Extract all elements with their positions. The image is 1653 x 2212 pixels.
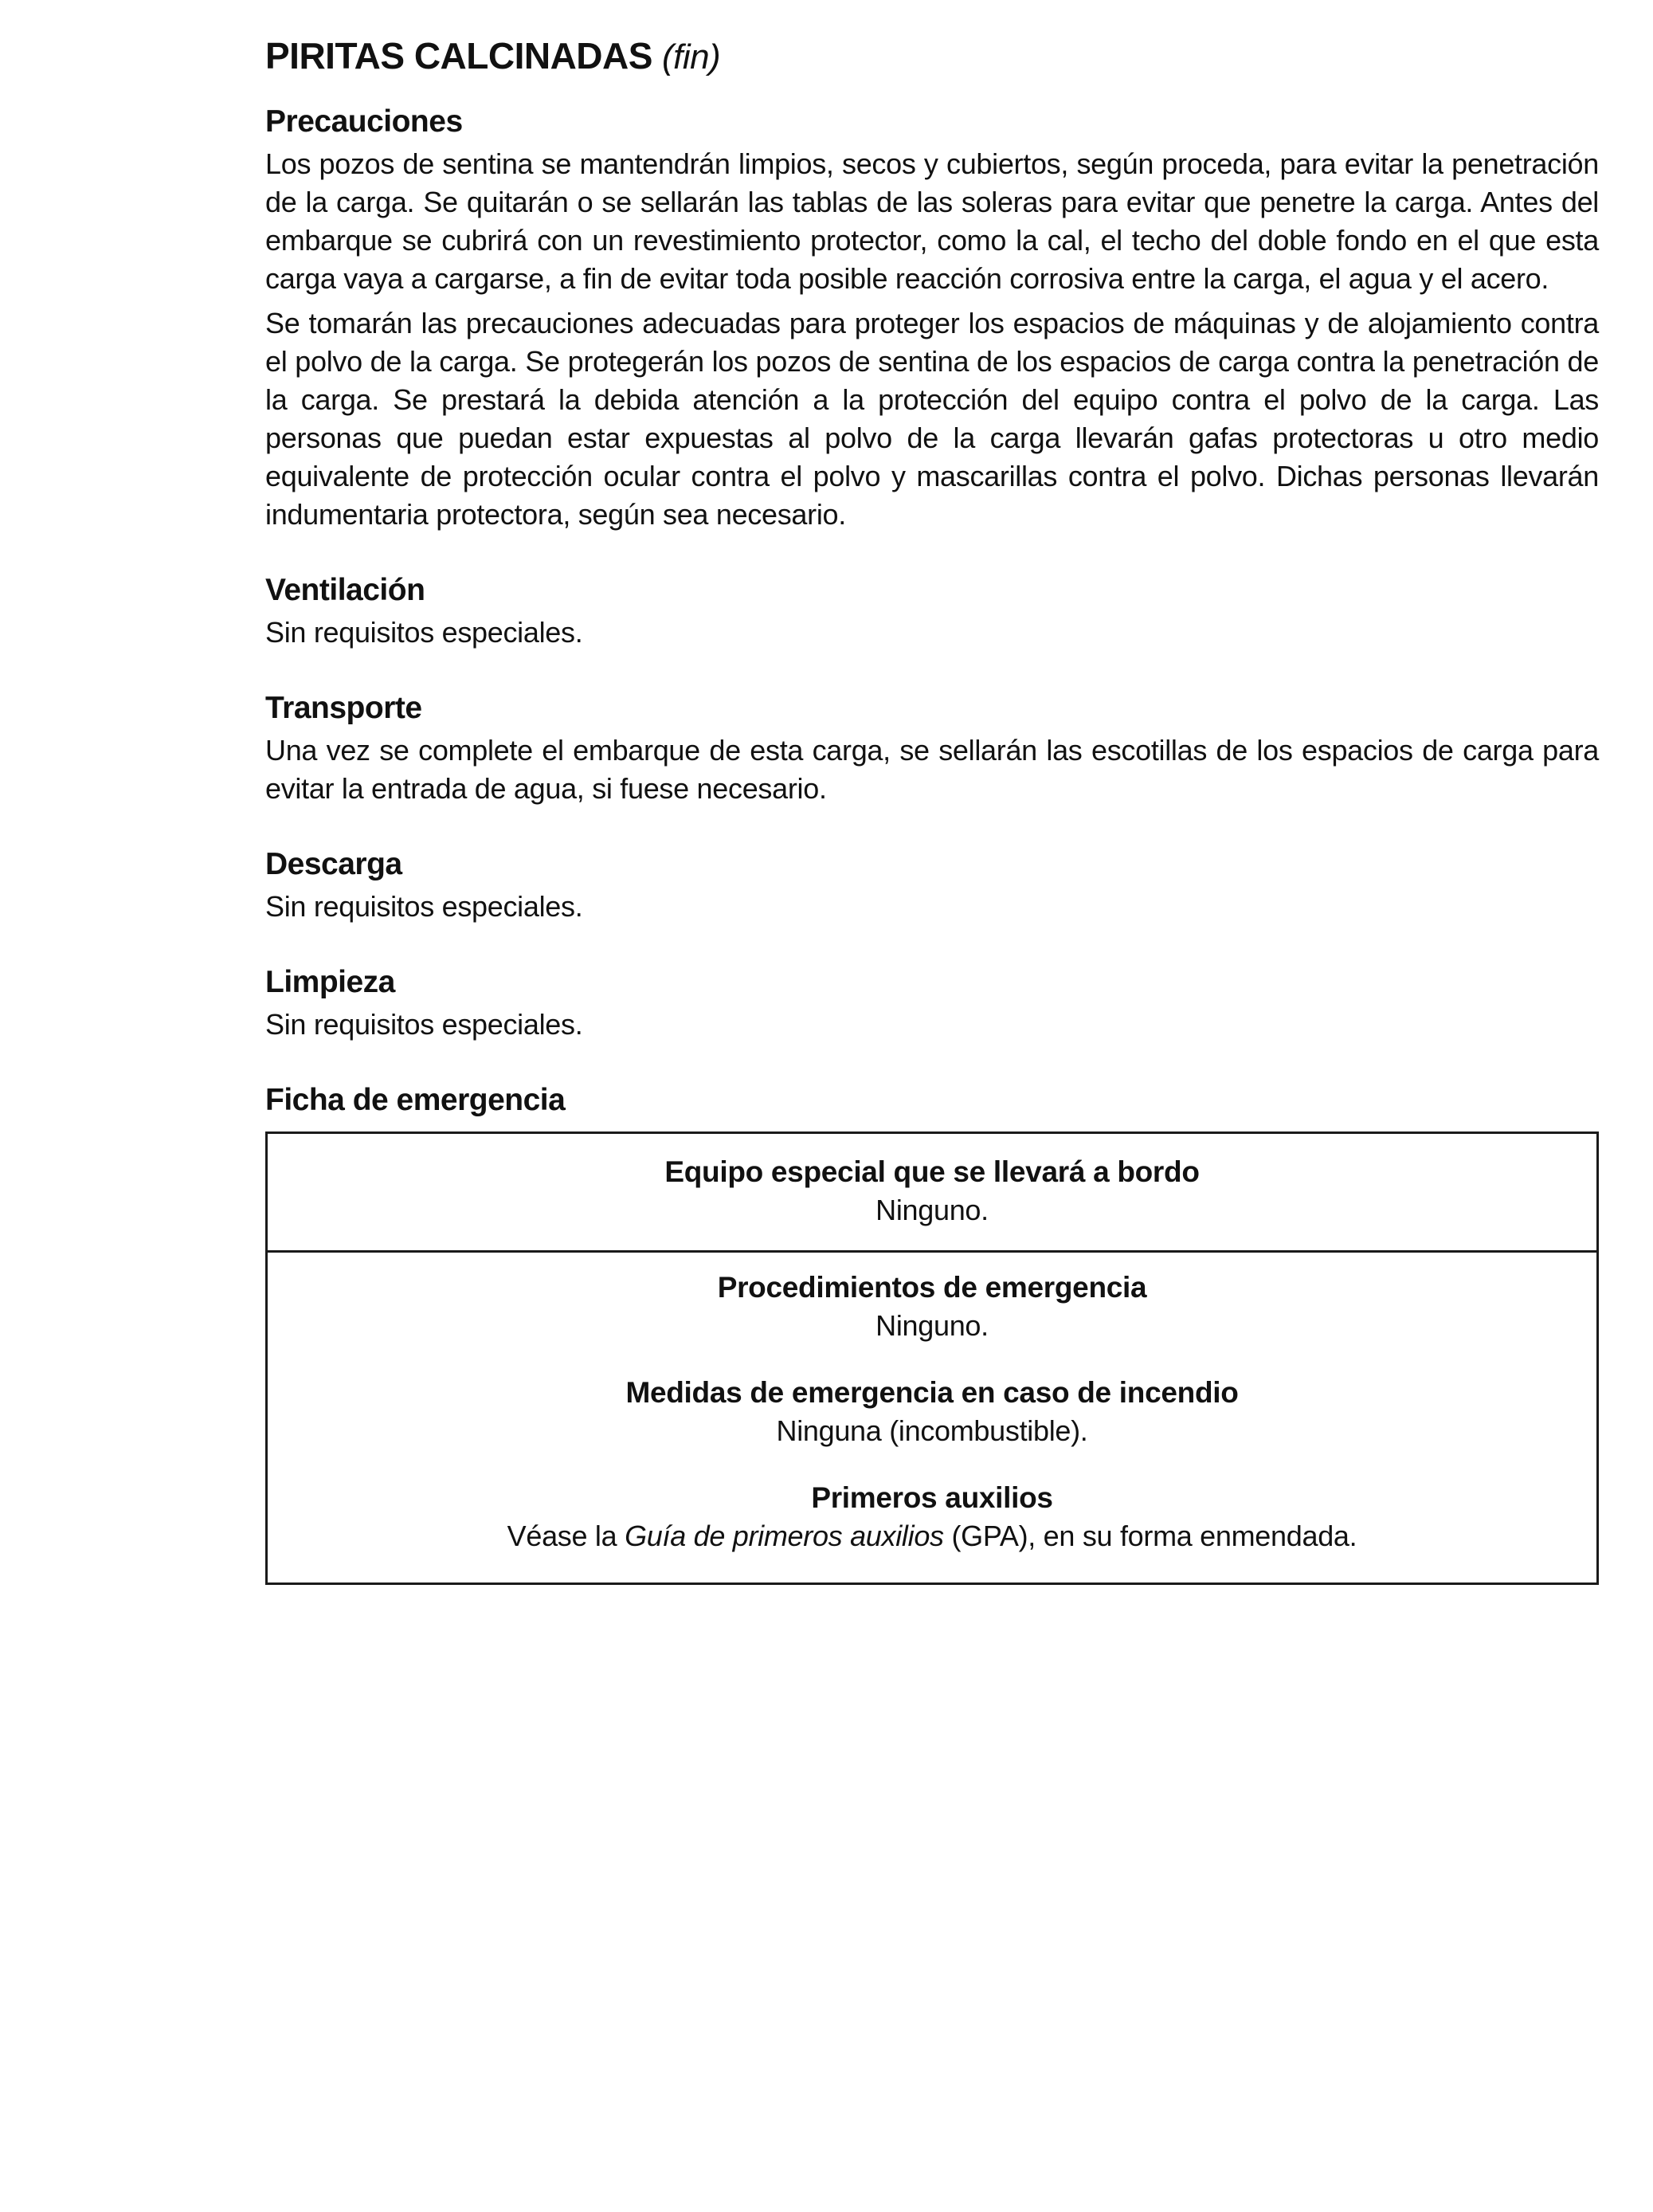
page-content	[265, 33, 1599, 1585]
paragraph-precauciones-1: Los pozos de sentina se mantendrán limpios, secos y cubiertos, según proceda, para evitar la penetración de la carga. Se quitarán o se sellarán las tablas de las soleras para evitar que penetre la carga. Antes del embarque se cubrirá con un revestimiento protector, como la cal, el techo del doble fondo en el que esta carga vaya a cargarse, a fin de evitar toda posible reacción corrosiva entre la carga, el agua y el acero.	[265, 147, 1599, 295]
section-heading-precauciones: Precauciones	[265, 104, 463, 139]
title-continuation-marker: (fin)	[661, 37, 721, 76]
section-descarga	[265, 846, 1599, 926]
card-block-procedimientos	[284, 1269, 1581, 1345]
paragraph-ventilacion: Sin requisitos especiales.	[265, 616, 583, 649]
cargo-name-title: PIRITAS CALCINADAS	[265, 35, 652, 76]
section-heading-ventilacion: Ventilación	[265, 573, 425, 607]
emergency-card-row-procedimientos	[268, 1253, 1596, 1583]
card-body-primeros-auxilios	[284, 1517, 1581, 1555]
emergency-card-row-equipo	[268, 1134, 1596, 1253]
card-heading-primeros-auxilios: Primeros auxilios	[811, 1481, 1053, 1514]
card-heading-equipo-especial: Equipo especial que se llevará a bordo	[664, 1155, 1200, 1188]
first-aid-guide-title: Guía de primeros auxilios	[625, 1520, 944, 1552]
paragraph-descarga: Sin requisitos especiales.	[265, 890, 583, 923]
card-block-primeros-auxilios	[284, 1479, 1581, 1555]
section-transporte	[265, 690, 1599, 808]
first-aid-text-suffix: (GPA), en su forma enmendada.	[943, 1520, 1357, 1552]
section-limpieza	[265, 964, 1599, 1044]
paragraph-limpieza: Sin requisitos especiales.	[265, 1008, 583, 1041]
paragraph-precauciones-2: Se tomarán las precauciones adecuadas para proteger los espacios de máquinas y de alojamiento contra el polvo de la carga. Se protegerán los pozos de sentina de los espacios de carga contra la penetración de la carga. Se prestará la debida atención a la protección del equipo contra el polvo de la carga. Las personas que puedan estar expuestas al polvo de la carga llevarán gafas protectoras u otro medio equivalente de protección ocular contra el polvo y mascarillas contra el polvo. Dichas personas llevarán indumentaria protectora, según sea necesario.	[265, 307, 1599, 531]
card-body-procedimientos: Ninguno.	[875, 1309, 989, 1342]
section-heading-ficha-de-emergencia: Ficha de emergencia	[265, 1083, 566, 1117]
section-heading-limpieza: Limpieza	[265, 965, 395, 999]
emergency-card-table	[265, 1131, 1599, 1585]
card-heading-procedimientos: Procedimientos de emergencia	[717, 1271, 1147, 1304]
card-body-equipo-especial: Ninguno.	[875, 1194, 989, 1226]
section-ventilacion	[265, 572, 1599, 652]
card-heading-medidas-incendio: Medidas de emergencia en caso de incendio	[625, 1376, 1239, 1409]
section-heading-transporte: Transporte	[265, 691, 422, 725]
section-precauciones	[265, 104, 1599, 534]
paragraph-transporte: Una vez se complete el embarque de esta carga, se sellarán las escotillas de los espacios de carga para evitar la entrada de agua, si fuese necesario.	[265, 734, 1599, 805]
card-block-medidas-incendio	[284, 1374, 1581, 1450]
card-body-medidas-incendio: Ninguna (incombustible).	[776, 1414, 1088, 1447]
page-title	[265, 33, 1599, 80]
first-aid-text-prefix: Véase la	[507, 1520, 625, 1552]
section-heading-descarga: Descarga	[265, 847, 402, 881]
